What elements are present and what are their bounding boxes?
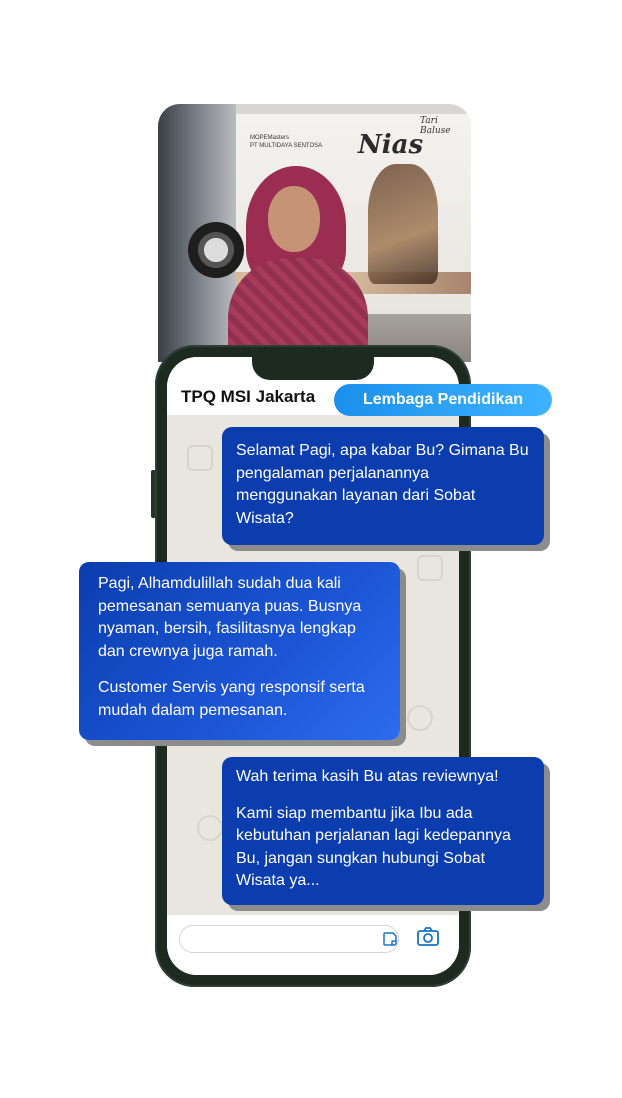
- doodle-icon: [407, 705, 433, 731]
- message-text: Pagi, Alhamdulillah sudah dua kali pemesanan semuanya puas. Busnya nyaman, bersih, fasilitasnya lengkap dan crewnya juga ramah.: [98, 575, 362, 660]
- mural-title: Nias: [358, 130, 424, 160]
- bus-brand-logo: MOPEMasters PT MULTIDAYA SENTOSA: [250, 135, 323, 149]
- doodle-icon: [187, 445, 213, 471]
- outgoing-message-bubble: [222, 427, 544, 545]
- message-input[interactable]: [179, 925, 399, 953]
- doodle-icon: [197, 815, 223, 841]
- message-text: Kami siap membantu jika Ibu ada kebutuhan perjalanan lagi kedepannya Bu, jangan sungkan hubungi Sobat Wisata ya...: [236, 804, 511, 889]
- mural-caption: Tari Baluse: [420, 116, 451, 136]
- mural-dancer: [368, 164, 438, 284]
- doodle-icon: [417, 555, 443, 581]
- message-text: Wah terima kasih Bu atas reviewnya!: [236, 768, 499, 785]
- message-text: Selamat Pagi, apa kabar Bu? Gimana Bu pengalaman perjalanannya menggunakan layanan dari Sobat Wisata?: [236, 442, 529, 527]
- camera-icon[interactable]: [417, 927, 439, 947]
- category-badge: Lembaga Pendidikan: [334, 384, 552, 416]
- message-input-bar: [167, 915, 459, 975]
- testimonial-photo: [158, 104, 471, 362]
- customer-portrait: [228, 166, 368, 362]
- incoming-message-bubble: [79, 562, 400, 740]
- contact-name[interactable]: TPQ MSI Jakarta: [181, 387, 316, 406]
- message-text: Customer Servis yang responsif serta mudah dalam pemesanan.: [98, 679, 365, 719]
- outgoing-message-bubble: [222, 757, 544, 905]
- sticker-icon[interactable]: [382, 931, 398, 947]
- phone-notch: [252, 350, 374, 380]
